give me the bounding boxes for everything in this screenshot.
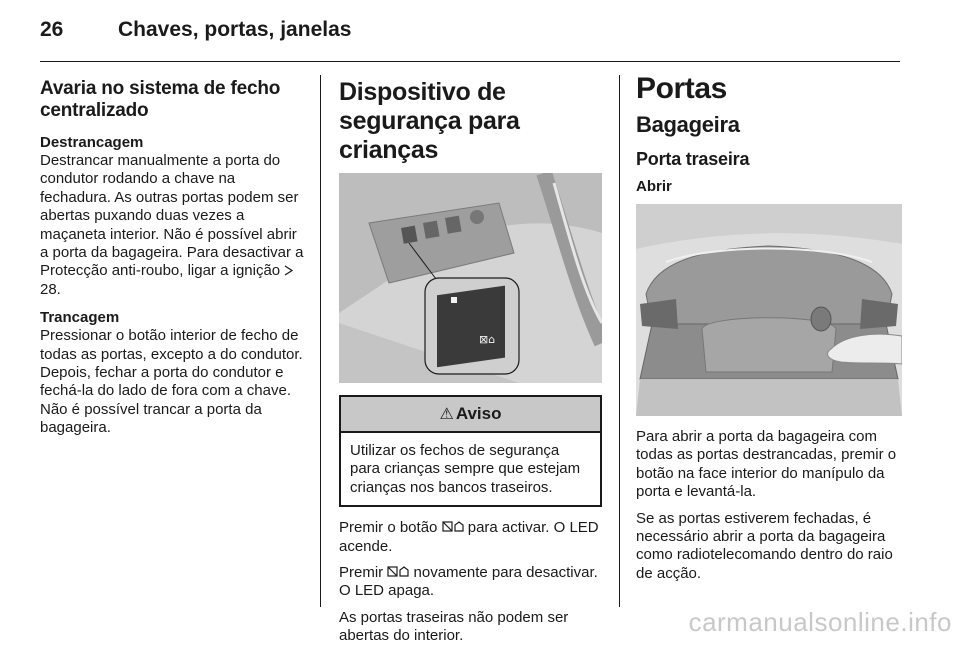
tailgate-illustration (636, 204, 902, 416)
warning-title: Aviso (455, 404, 502, 423)
column-divider-2 (619, 75, 620, 607)
column-1 (40, 78, 308, 438)
deactivate-paragraph: Premir novamente para desactivar. O LED apaga. (339, 564, 598, 600)
warning-box (339, 395, 602, 507)
warning-text: Utilizar os fechos de segurança para crianças sempre que estejam crianças nos bancos traseiros. (350, 442, 581, 496)
lock-paragraph: Pressionar o botão interior de fecho de todas as portas, excepto a do condutor. Depois, fechar a porta do condutor e fechá-la do lado de fora com a chave. Não é possível trancar a porta da bagageira. (40, 327, 303, 437)
unlock-heading: Destrancagem (40, 134, 144, 151)
page-reference: 28. (40, 280, 61, 298)
subsection-title-tailgate: Bagageira (636, 112, 740, 137)
lock-heading: Trancagem (40, 309, 120, 327)
warning-triangle-icon: ⚠ (439, 406, 454, 423)
child-lock-icon (442, 520, 464, 533)
column-divider-1 (320, 75, 321, 607)
page-number: 26 (40, 18, 64, 41)
warning-header (341, 397, 600, 433)
chapter-title: Chaves, portas, janelas (118, 18, 352, 41)
unlock-paragraph: Destrancar manualmente a porta do condutor rodando a chave na fechadura. As outras portas podem ser abertas puxando duas vezes a maçaneta interior. Não é possível abrir a porta da bagageira. Para desactivar a Protecção anti-roubo, ligar a ignição 28. (40, 152, 304, 298)
section-title-central-locking-failure: Avaria no sistema de fecho centralizado (40, 78, 281, 121)
svg-text:⊠⌂: ⊠⌂ (479, 333, 496, 346)
open-tailgate-paragraph: Para abrir a porta da bagageira com todas as portas destrancadas, premir o botão na face interior do manípulo da porta e levantá-la. (636, 428, 897, 501)
column-2 (339, 78, 602, 646)
locked-doors-paragraph: Se as portas estiverem fechadas, é necessário abrir a porta da bagageira como radiotelecomando dentro do raio de acção. (636, 509, 893, 582)
child-lock-icon (387, 565, 409, 578)
rear-doors-paragraph: As portas traseiras não podem ser abertas do interior. (339, 608, 569, 645)
column-3 (636, 72, 902, 583)
header-rule (40, 61, 900, 62)
section-title-doors: Portas (636, 72, 727, 105)
section-title-child-safety: Dispositivo de segurança para crianças (339, 78, 520, 164)
subsection-title-rear-door: Porta traseira (636, 149, 750, 169)
open-heading: Abrir (636, 178, 672, 195)
door-panel-illustration (339, 173, 602, 383)
activate-paragraph: Premir o botão para activar. O LED acende. (339, 519, 599, 555)
reference-arrow-icon (284, 265, 293, 276)
watermark: carmanualsonline.info (688, 607, 952, 637)
